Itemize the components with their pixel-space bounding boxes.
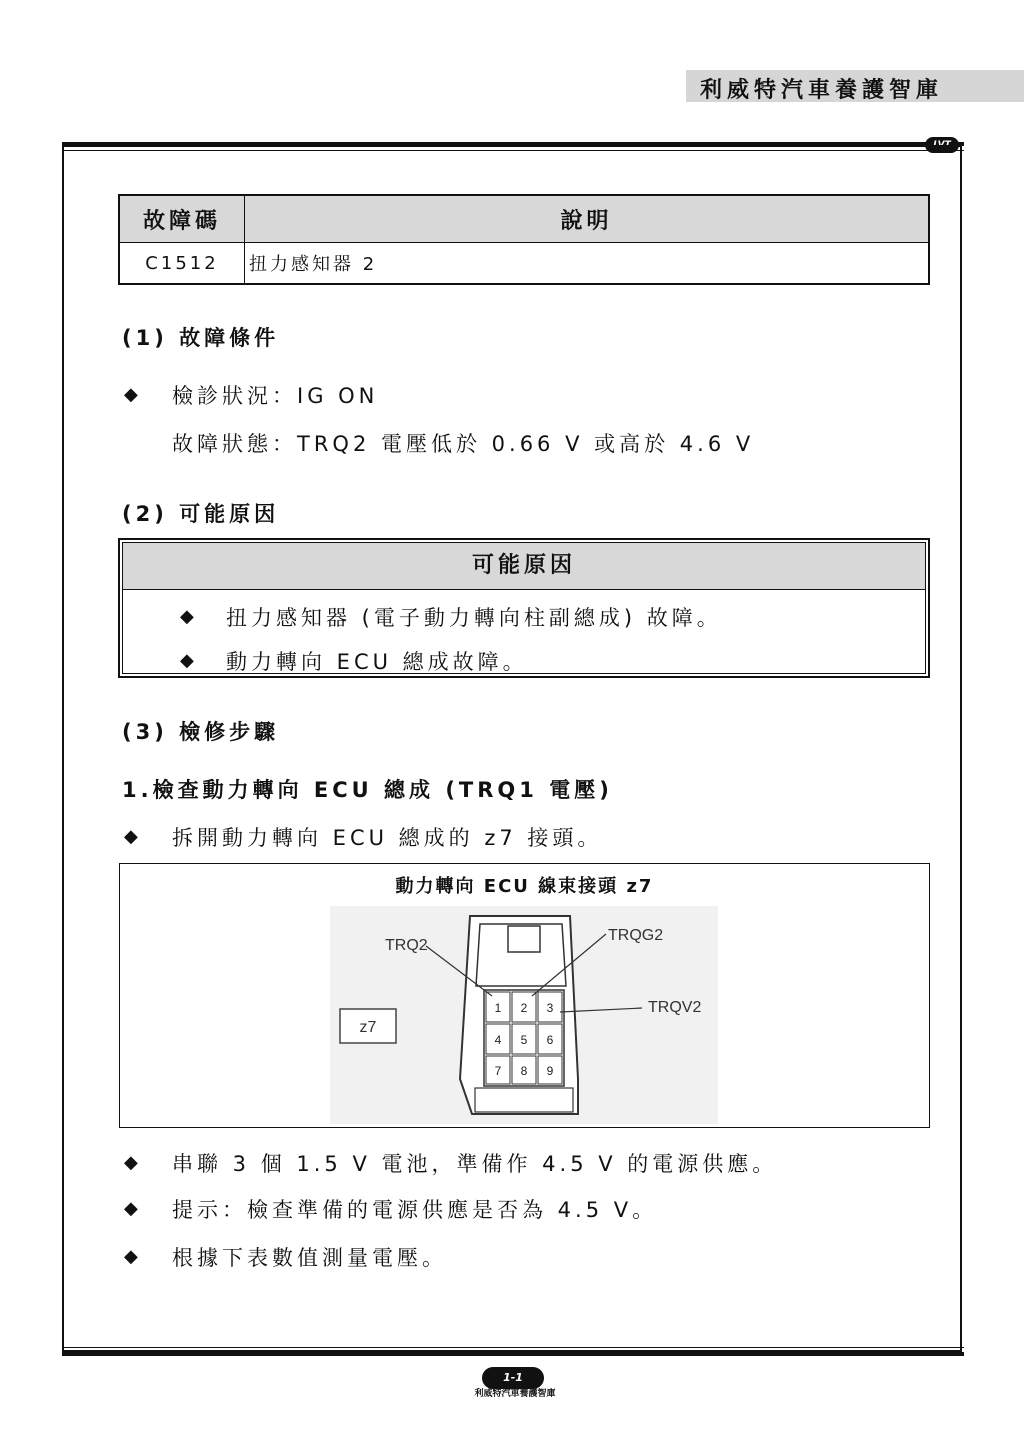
pin-8-label: 8	[520, 1064, 528, 1078]
figure-title: 動力轉向 ECU 線束接頭 z7	[395, 876, 654, 897]
pin-5-label: 5	[520, 1033, 528, 1047]
pin-3-label: 3	[546, 1001, 554, 1015]
pin-4-label: 4	[494, 1033, 502, 1047]
bullet-icon: ◆	[124, 1246, 138, 1267]
diagnosis-condition: 檢診狀況：IG ON	[172, 384, 379, 408]
pin-6-label: 6	[546, 1033, 554, 1047]
footer-brand: 利威特汽車養護智庫	[474, 1389, 556, 1399]
bullet-icon: ◆	[124, 826, 138, 847]
header-title: 利威特汽車養護智庫	[700, 78, 944, 103]
pin-2-label: 2	[520, 1001, 528, 1015]
power-supply-hint: 提示：檢查準備的電源供應是否為 4.5 V。	[172, 1198, 658, 1222]
cause-item-2: 動力轉向 ECU 總成故障。	[226, 650, 528, 674]
callout-trqv2: TRQV2	[648, 999, 702, 1016]
bullet-icon: ◆	[180, 650, 194, 671]
cause-item-1: 扭力感知器 (電子動力轉向柱副總成) 故障。	[226, 606, 722, 630]
callout-trq2: TRQ2	[385, 937, 428, 954]
possible-causes-header: 可能原因	[123, 543, 925, 590]
header-description: 說明	[245, 195, 930, 243]
bullet-icon: ◆	[124, 384, 138, 405]
section-1-title: (1) 故障條件	[122, 326, 280, 350]
bullet-icon: ◆	[124, 1198, 138, 1219]
z7-label: z7	[359, 1019, 377, 1036]
bullet-icon: ◆	[180, 606, 194, 627]
pin-9-label: 9	[546, 1064, 554, 1078]
fault-condition: 故障狀態：TRQ2 電壓低於 0.66 V 或高於 4.6 V	[172, 432, 755, 456]
step-1-instruction: 拆開動力轉向 ECU 總成的 z7 接頭。	[172, 826, 603, 850]
fault-code-table	[118, 194, 930, 285]
connector-latch-tab	[508, 926, 540, 952]
possible-causes-box	[118, 538, 930, 678]
page-number-badge: 1-1	[482, 1367, 544, 1389]
description-cell: 扭力感知器 2	[245, 243, 930, 285]
callout-trqg2: TRQG2	[608, 927, 664, 944]
section-3-title: (3) 檢修步驟	[122, 720, 280, 744]
step-1-title: 1.檢查動力轉向 ECU 總成 (TRQ1 電壓)	[122, 778, 613, 802]
bullet-icon: ◆	[124, 1152, 138, 1173]
section-2-title: (2) 可能原因	[122, 502, 280, 526]
measure-instruction: 根據下表數值測量電壓。	[172, 1246, 447, 1270]
pin-1-label: 1	[494, 1001, 502, 1015]
bottom-rule-thin	[62, 1347, 964, 1348]
bottom-rule	[62, 1352, 964, 1356]
table-row	[119, 243, 929, 285]
fault-code-cell: C1512	[119, 243, 245, 285]
connector-diagram	[120, 864, 928, 1126]
pin-7-label: 7	[494, 1064, 502, 1078]
connector-figure	[119, 863, 930, 1128]
battery-instruction: 串聯 3 個 1.5 V 電池，準備作 4.5 V 的電源供應。	[172, 1152, 778, 1176]
header-fault-code: 故障碼	[119, 195, 245, 243]
lvt-logo-badge: LVT	[925, 137, 959, 153]
